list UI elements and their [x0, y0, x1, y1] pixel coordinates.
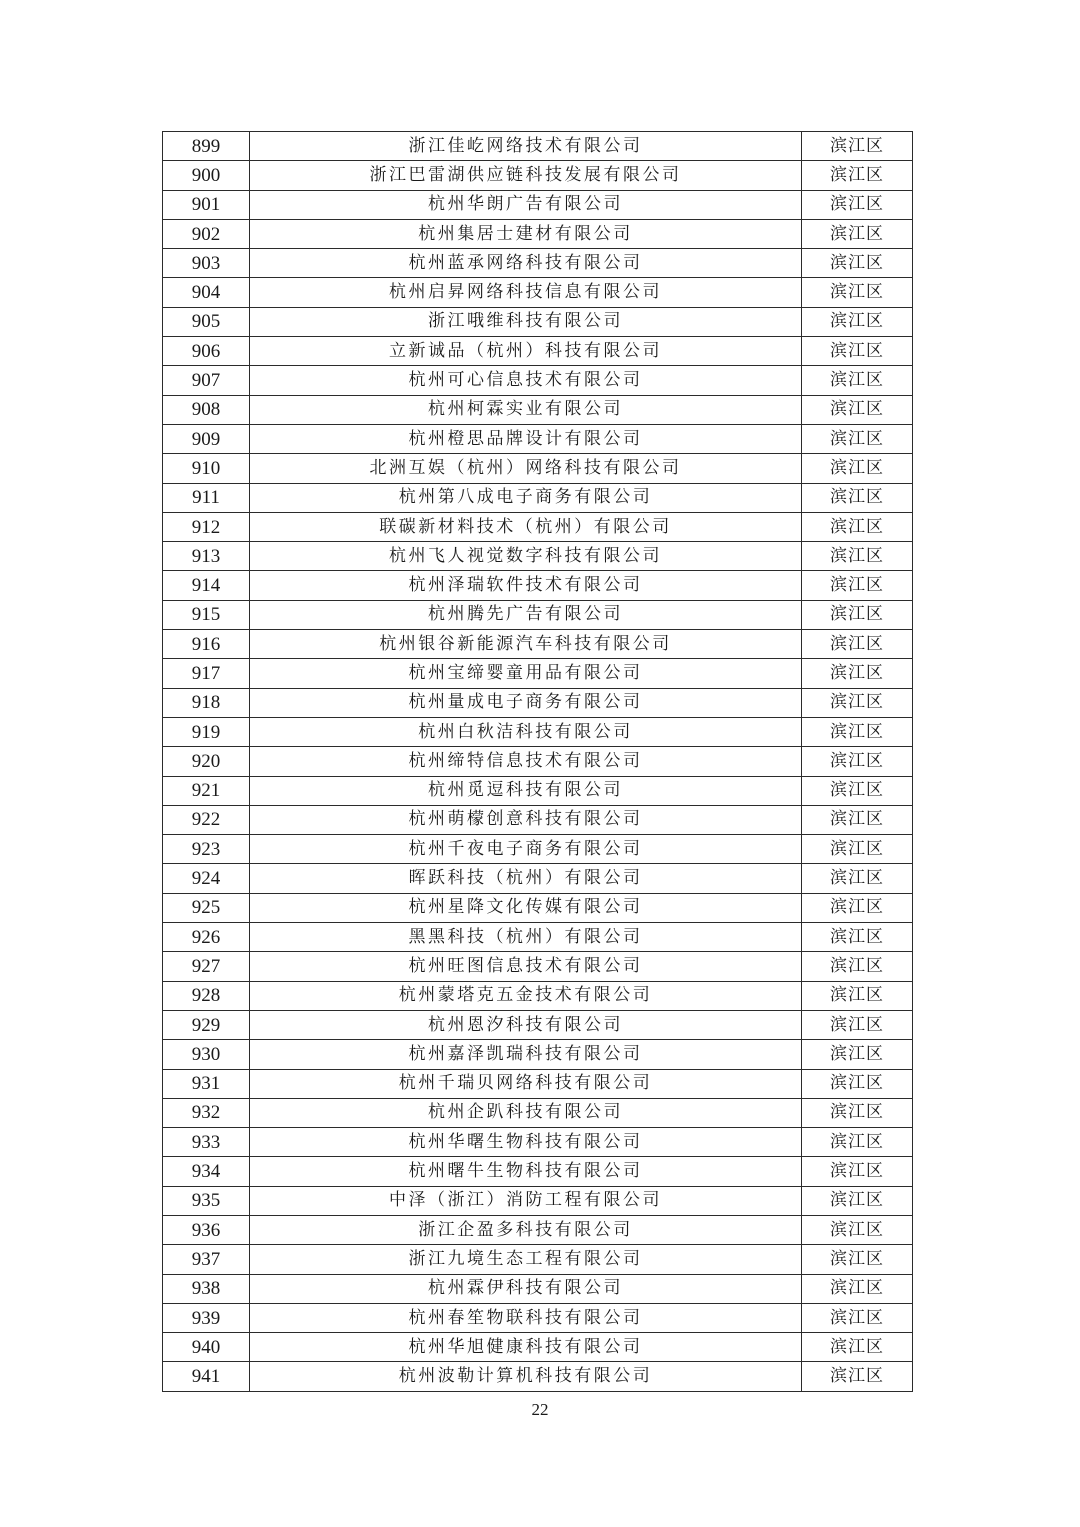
row-number: 903: [163, 249, 250, 278]
company-name: 杭州宝缔婴童用品有限公司: [250, 659, 802, 688]
row-number: 922: [163, 805, 250, 834]
company-name: 杭州蒙塔克五金技术有限公司: [250, 981, 802, 1010]
company-name: 黑黑科技（杭州）有限公司: [250, 923, 802, 952]
row-number: 941: [163, 1362, 250, 1391]
row-number: 919: [163, 717, 250, 746]
district-name: 滨江区: [802, 1128, 913, 1157]
row-number: 939: [163, 1303, 250, 1332]
district-name: 滨江区: [802, 630, 913, 659]
company-name: 杭州旺图信息技术有限公司: [250, 952, 802, 981]
district-name: 滨江区: [802, 688, 913, 717]
row-number: 931: [163, 1069, 250, 1098]
table-row: [163, 805, 913, 834]
company-name: 中泽（浙江）消防工程有限公司: [250, 1186, 802, 1215]
row-number: 901: [163, 190, 250, 219]
row-number: 927: [163, 952, 250, 981]
district-name: 滨江区: [802, 1157, 913, 1186]
row-number: 920: [163, 747, 250, 776]
row-number: 923: [163, 835, 250, 864]
company-name: 北洲互娱（杭州）网络科技有限公司: [250, 454, 802, 483]
district-name: 滨江区: [802, 307, 913, 336]
district-name: 滨江区: [802, 981, 913, 1010]
company-name: 杭州波勒计算机科技有限公司: [250, 1362, 802, 1391]
district-name: 滨江区: [802, 659, 913, 688]
row-number: 911: [163, 483, 250, 512]
row-number: 900: [163, 161, 250, 190]
district-name: 滨江区: [802, 1040, 913, 1069]
company-name: 杭州银谷新能源汽车科技有限公司: [250, 630, 802, 659]
company-name: 杭州橙思品牌设计有限公司: [250, 424, 802, 453]
row-number: 917: [163, 659, 250, 688]
district-name: 滨江区: [802, 1010, 913, 1039]
company-name: 杭州霖伊科技有限公司: [250, 1274, 802, 1303]
row-number: 914: [163, 571, 250, 600]
table-row: [163, 1157, 913, 1186]
row-number: 926: [163, 923, 250, 952]
company-name: 晖跃科技（杭州）有限公司: [250, 864, 802, 893]
row-number: 930: [163, 1040, 250, 1069]
company-name: 杭州嘉泽凯瑞科技有限公司: [250, 1040, 802, 1069]
row-number: 924: [163, 864, 250, 893]
row-number: 912: [163, 512, 250, 541]
company-name: 杭州泽瑞软件技术有限公司: [250, 571, 802, 600]
company-name: 杭州启昇网络科技信息有限公司: [250, 278, 802, 307]
company-name: 杭州千瑞贝网络科技有限公司: [250, 1069, 802, 1098]
table-row: [163, 571, 913, 600]
row-number: 934: [163, 1157, 250, 1186]
row-number: 907: [163, 366, 250, 395]
table-row: [163, 952, 913, 981]
district-name: 滨江区: [802, 1274, 913, 1303]
company-name: 杭州曙牛生物科技有限公司: [250, 1157, 802, 1186]
row-number: 910: [163, 454, 250, 483]
table-row: [163, 776, 913, 805]
table-row: [163, 161, 913, 190]
table-row: [163, 512, 913, 541]
row-number: 906: [163, 337, 250, 366]
district-name: 滨江区: [802, 952, 913, 981]
row-number: 940: [163, 1333, 250, 1362]
table-row: [163, 337, 913, 366]
table-row: [163, 864, 913, 893]
company-name: 浙江哦维科技有限公司: [250, 307, 802, 336]
row-number: 937: [163, 1245, 250, 1274]
district-name: 滨江区: [802, 1098, 913, 1127]
table-row: [163, 190, 913, 219]
district-name: 滨江区: [802, 1362, 913, 1391]
company-name: 杭州蓝承网络科技有限公司: [250, 249, 802, 278]
row-number: 933: [163, 1128, 250, 1157]
district-name: 滨江区: [802, 776, 913, 805]
row-number: 902: [163, 219, 250, 248]
company-name: 杭州企趴科技有限公司: [250, 1098, 802, 1127]
table-row: [163, 366, 913, 395]
table-row: [163, 659, 913, 688]
company-name: 杭州华朗广告有限公司: [250, 190, 802, 219]
table-row: [163, 630, 913, 659]
company-name: 杭州星降文化传媒有限公司: [250, 893, 802, 922]
table-row: [163, 1010, 913, 1039]
table-row: [163, 1245, 913, 1274]
company-name: 杭州柯霖实业有限公司: [250, 395, 802, 424]
district-name: 滨江区: [802, 132, 913, 161]
company-name: 杭州千夜电子商务有限公司: [250, 835, 802, 864]
district-name: 滨江区: [802, 1333, 913, 1362]
district-name: 滨江区: [802, 571, 913, 600]
district-name: 滨江区: [802, 717, 913, 746]
company-name: 浙江企盈多科技有限公司: [250, 1215, 802, 1244]
row-number: 915: [163, 600, 250, 629]
row-number: 935: [163, 1186, 250, 1215]
table-row: [163, 981, 913, 1010]
table-row: [163, 278, 913, 307]
table-row: [163, 307, 913, 336]
company-name: 杭州白秋洁科技有限公司: [250, 717, 802, 746]
district-name: 滨江区: [802, 190, 913, 219]
table-row: [163, 1303, 913, 1332]
company-name: 杭州飞人视觉数字科技有限公司: [250, 542, 802, 571]
table-row: [163, 424, 913, 453]
table-row: [163, 1215, 913, 1244]
table-row: [163, 1098, 913, 1127]
row-number: 904: [163, 278, 250, 307]
table-row: [163, 219, 913, 248]
row-number: 913: [163, 542, 250, 571]
company-name: 杭州觅逗科技有限公司: [250, 776, 802, 805]
company-name: 浙江九境生态工程有限公司: [250, 1245, 802, 1274]
district-name: 滨江区: [802, 1186, 913, 1215]
company-name: 杭州缔特信息技术有限公司: [250, 747, 802, 776]
district-name: 滨江区: [802, 161, 913, 190]
district-name: 滨江区: [802, 483, 913, 512]
district-name: 滨江区: [802, 923, 913, 952]
district-name: 滨江区: [802, 542, 913, 571]
company-name: 浙江佳屹网络技术有限公司: [250, 132, 802, 161]
table-row: [163, 923, 913, 952]
row-number: 918: [163, 688, 250, 717]
company-name: 杭州春笙物联科技有限公司: [250, 1303, 802, 1332]
row-number: 909: [163, 424, 250, 453]
district-name: 滨江区: [802, 366, 913, 395]
table-row: [163, 395, 913, 424]
row-number: 905: [163, 307, 250, 336]
company-name: 浙江巴雷湖供应链科技发展有限公司: [250, 161, 802, 190]
district-name: 滨江区: [802, 454, 913, 483]
table-row: [163, 717, 913, 746]
table-row: [163, 542, 913, 571]
company-table: [162, 131, 913, 1392]
table-row: [163, 835, 913, 864]
company-name: 杭州量成电子商务有限公司: [250, 688, 802, 717]
table-row: [163, 893, 913, 922]
row-number: 925: [163, 893, 250, 922]
company-name: 杭州华曙生物科技有限公司: [250, 1128, 802, 1157]
district-name: 滨江区: [802, 1303, 913, 1332]
table-row: [163, 600, 913, 629]
district-name: 滨江区: [802, 219, 913, 248]
table-row: [163, 747, 913, 776]
table-row: [163, 1040, 913, 1069]
district-name: 滨江区: [802, 864, 913, 893]
row-number: 936: [163, 1215, 250, 1244]
row-number: 928: [163, 981, 250, 1010]
row-number: 932: [163, 1098, 250, 1127]
district-name: 滨江区: [802, 424, 913, 453]
district-name: 滨江区: [802, 395, 913, 424]
district-name: 滨江区: [802, 805, 913, 834]
district-name: 滨江区: [802, 893, 913, 922]
district-name: 滨江区: [802, 1215, 913, 1244]
district-name: 滨江区: [802, 835, 913, 864]
row-number: 916: [163, 630, 250, 659]
district-name: 滨江区: [802, 512, 913, 541]
row-number: 908: [163, 395, 250, 424]
page-number: 22: [531, 1400, 549, 1419]
table-row: [163, 1333, 913, 1362]
company-name: 杭州可心信息技术有限公司: [250, 366, 802, 395]
company-name: 杭州华旭健康科技有限公司: [250, 1333, 802, 1362]
table-row: [163, 1362, 913, 1391]
table-row: [163, 249, 913, 278]
row-number: 929: [163, 1010, 250, 1039]
company-table-body: [163, 132, 913, 1392]
company-name: 杭州腾先广告有限公司: [250, 600, 802, 629]
district-name: 滨江区: [802, 249, 913, 278]
row-number: 938: [163, 1274, 250, 1303]
company-name: 立新诚品（杭州）科技有限公司: [250, 337, 802, 366]
table-row: [163, 454, 913, 483]
row-number: 899: [163, 132, 250, 161]
table-row: [163, 483, 913, 512]
company-name: 联碳新材料技术（杭州）有限公司: [250, 512, 802, 541]
table-row: [163, 1186, 913, 1215]
district-name: 滨江区: [802, 337, 913, 366]
table-row: [163, 688, 913, 717]
district-name: 滨江区: [802, 747, 913, 776]
company-name: 杭州集居士建材有限公司: [250, 219, 802, 248]
company-name: 杭州恩汐科技有限公司: [250, 1010, 802, 1039]
company-name: 杭州萌檬创意科技有限公司: [250, 805, 802, 834]
row-number: 921: [163, 776, 250, 805]
table-row: [163, 1069, 913, 1098]
district-name: 滨江区: [802, 1245, 913, 1274]
table-row: [163, 1274, 913, 1303]
district-name: 滨江区: [802, 1069, 913, 1098]
table-row: [163, 132, 913, 161]
company-name: 杭州第八成电子商务有限公司: [250, 483, 802, 512]
district-name: 滨江区: [802, 600, 913, 629]
table-row: [163, 1128, 913, 1157]
district-name: 滨江区: [802, 278, 913, 307]
